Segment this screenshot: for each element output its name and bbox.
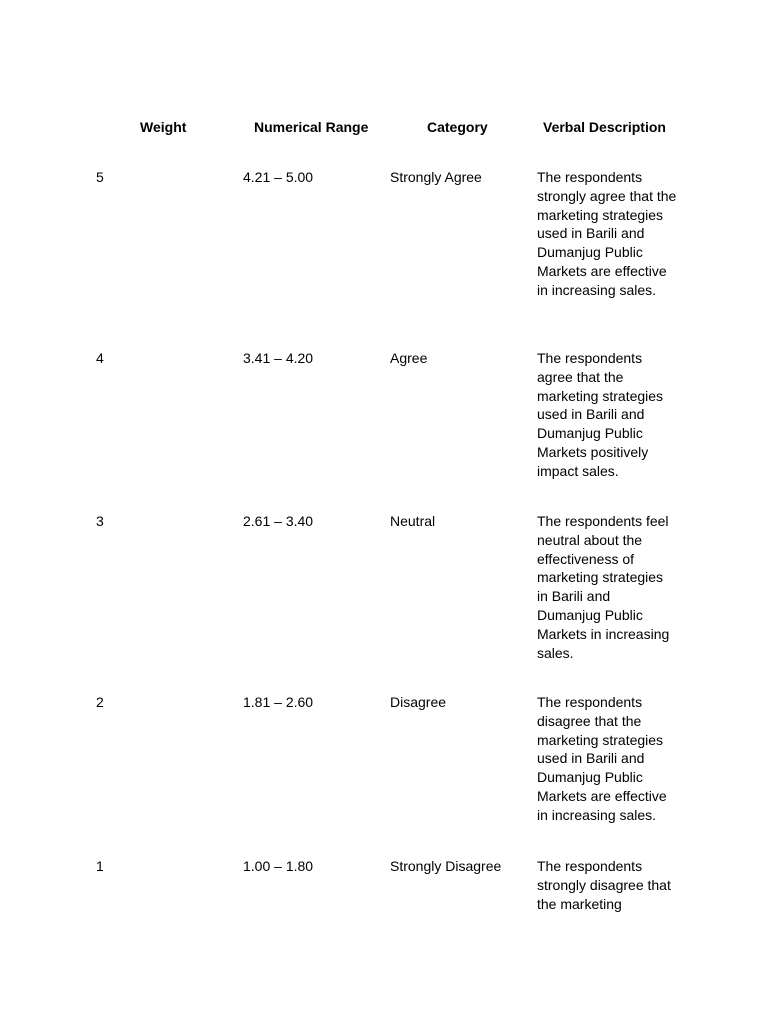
description-cell: The respondents disagree that the marketing strategies used in Barili and Dumanjug Public Markets are effective in increasing sales. — [537, 694, 667, 823]
range-cell: 1.81 – 2.60 — [243, 694, 314, 710]
category-cell: Agree — [390, 350, 428, 366]
description-cell: The respondents feel neutral about the effectiveness of marketing strategies in Barili and Dumanjug Public Markets in increasing sales. — [537, 513, 670, 661]
weight-cell: 2 — [96, 694, 104, 710]
category-cell: Neutral — [390, 513, 436, 529]
weight-cell: 1 — [96, 858, 104, 874]
range-cell: 1.00 – 1.80 — [243, 858, 314, 874]
category-cell: Disagree — [390, 694, 447, 710]
weight-cell: 4 — [96, 350, 104, 366]
header-category: Category — [427, 119, 488, 135]
range-cell: 4.21 – 5.00 — [243, 169, 314, 185]
range-cell: 3.41 – 4.20 — [243, 350, 314, 366]
description-cell: The respondents strongly agree that the marketing strategies used in Barili and Dumanjug Public Markets are effective in increasing sales. — [537, 169, 677, 298]
header-weight: Weight — [140, 119, 187, 135]
header-numerical-range: Numerical Range — [254, 119, 369, 135]
category-cell: Strongly Disagree — [390, 858, 502, 874]
header-verbal-description: Verbal Description — [543, 119, 666, 135]
range-cell: 2.61 – 3.40 — [243, 513, 314, 529]
description-cell: The respondents strongly disagree that the marketing — [537, 858, 671, 912]
description-cell: The respondents agree that the marketing strategies used in Barili and Dumanjug Public Markets positively impact sales. — [537, 350, 664, 479]
weight-cell: 5 — [96, 169, 104, 185]
category-cell: Strongly Agree — [390, 169, 482, 185]
weight-cell: 3 — [96, 513, 104, 529]
